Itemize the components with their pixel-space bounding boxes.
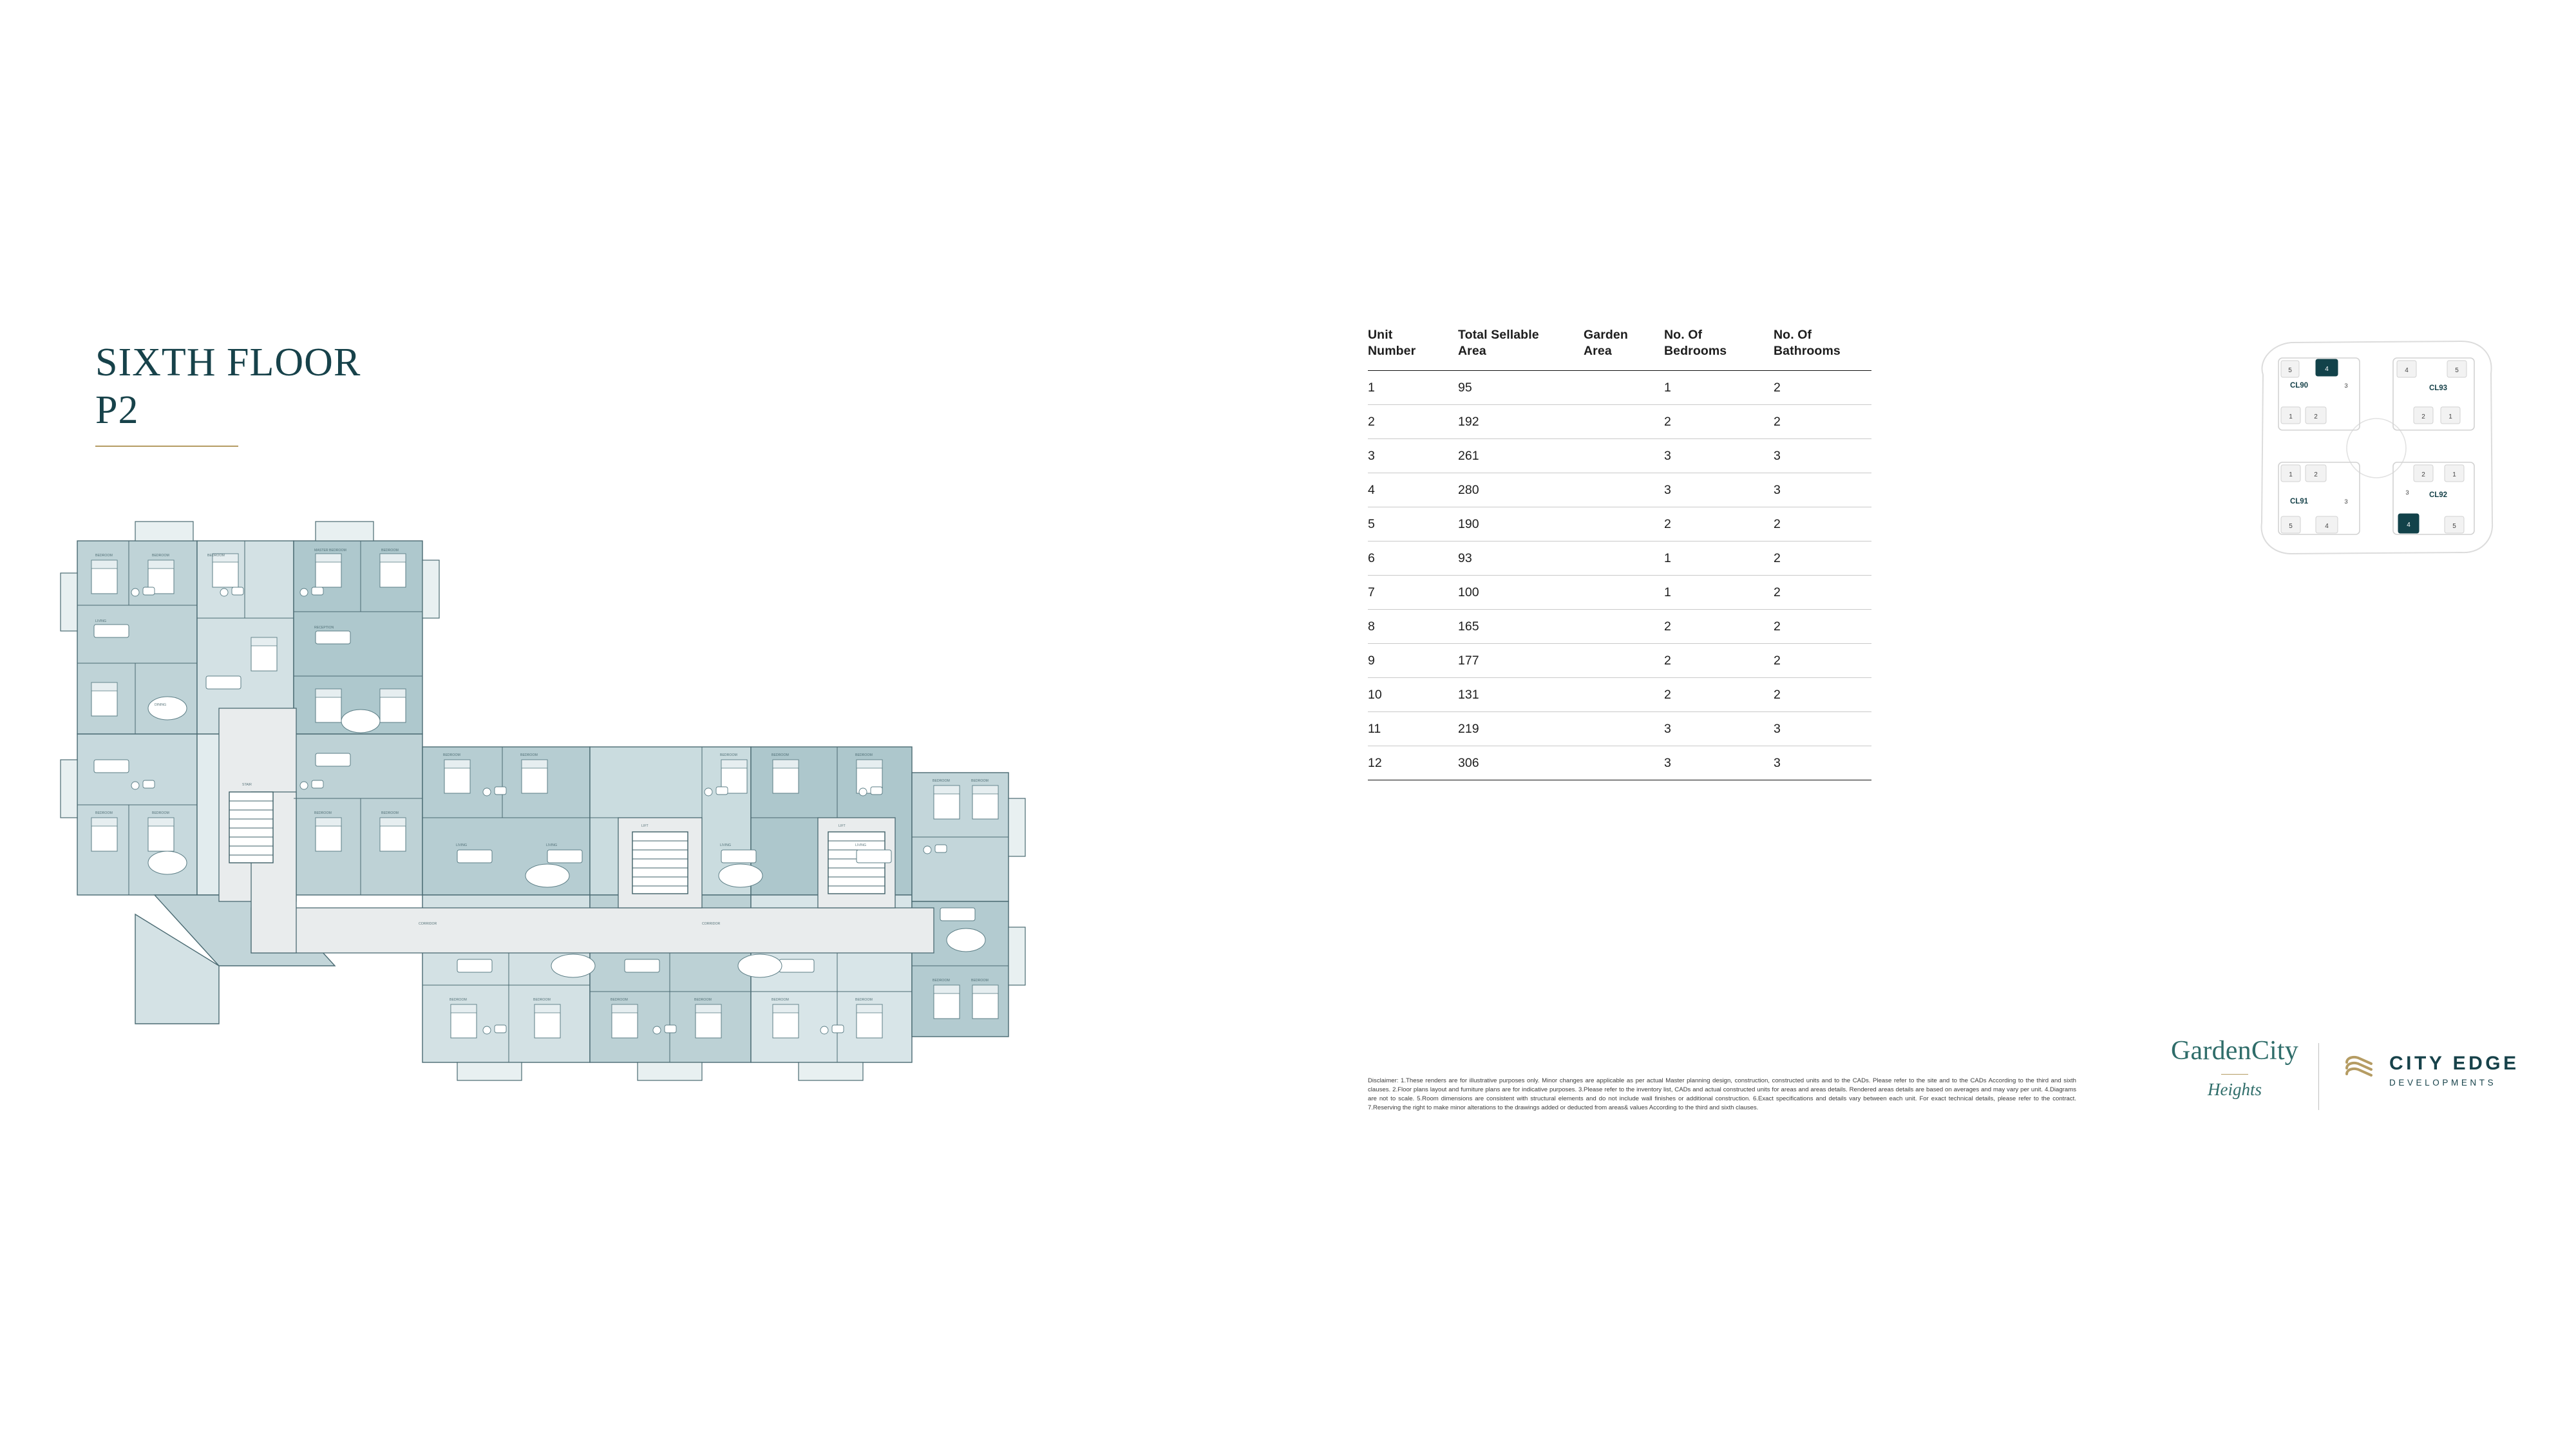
table-row (1368, 643, 1871, 677)
keyplan-unit-2: 2 (2314, 471, 2318, 478)
cell-garden-area (1584, 507, 1664, 541)
table-row (1368, 404, 1871, 438)
keyplan-unit-5: 5 (2455, 367, 2459, 374)
city-edge-logo (2342, 1050, 2519, 1090)
page-title-block (95, 340, 675, 447)
cell-unit-number: 6 (1368, 541, 1458, 575)
cell-garden-area (1584, 746, 1664, 780)
svg-text:BEDROOM: BEDROOM (381, 549, 399, 552)
svg-text:BEDROOM: BEDROOM (533, 998, 551, 1002)
cell-garden-area (1584, 643, 1664, 677)
svg-text:BEDROOM: BEDROOM (314, 811, 332, 815)
table-row (1368, 575, 1871, 609)
cell-bedrooms: 1 (1664, 370, 1774, 404)
cell-bathrooms: 2 (1774, 370, 1871, 404)
cell-garden-area (1584, 575, 1664, 609)
cell-garden-area (1584, 711, 1664, 746)
keyplan-unit-3: 3 (2405, 489, 2409, 496)
keyplan-unit-4-highlight: 4 (2325, 366, 2329, 373)
svg-text:CORRIDOR: CORRIDOR (419, 922, 437, 926)
column-header-garden-area: Garden Area (1584, 328, 1628, 359)
keyplan-unit-1: 1 (2289, 471, 2293, 478)
svg-text:CORRIDOR: CORRIDOR (702, 922, 721, 926)
svg-text:BEDROOM: BEDROOM (152, 811, 169, 815)
keyplan-unit-2: 2 (2421, 471, 2425, 478)
cell-bathrooms: 2 (1774, 609, 1871, 643)
keyplan-unit-5: 5 (2288, 367, 2292, 374)
svg-text:BEDROOM: BEDROOM (772, 753, 789, 757)
keyplan-label-cl92: CL92 (2429, 491, 2448, 499)
svg-text:RECEPTION: RECEPTION (314, 626, 334, 630)
svg-text:BEDROOM: BEDROOM (450, 998, 467, 1002)
column-header-no-of-bathrooms: No. Of Bathrooms (1774, 328, 1841, 359)
title-underline-rule (95, 446, 238, 447)
svg-text:BEDROOM: BEDROOM (95, 554, 113, 558)
column-header-total-sellable-area: Total Sellable Area (1458, 328, 1539, 359)
logo-separator (2318, 1043, 2319, 1110)
svg-text:BEDROOM: BEDROOM (933, 779, 950, 783)
cell-bathrooms: 2 (1774, 541, 1871, 575)
city-edge-wordmark: CITY EDGE (2389, 1052, 2519, 1074)
cell-total-sellable-area: 100 (1458, 575, 1584, 609)
cell-unit-number: 3 (1368, 438, 1458, 473)
cell-unit-number: 11 (1368, 711, 1458, 746)
city-edge-mark-icon (2342, 1050, 2379, 1090)
cell-total-sellable-area: 177 (1458, 643, 1584, 677)
cell-garden-area (1584, 404, 1664, 438)
cell-total-sellable-area: 261 (1458, 438, 1584, 473)
svg-text:DINING: DINING (155, 703, 167, 707)
keyplan-unit-2: 2 (2421, 413, 2425, 420)
key-plan (2254, 335, 2499, 560)
keyplan-block-cl90[interactable] (2278, 358, 2360, 430)
keyplan-unit-4: 4 (2325, 523, 2329, 530)
cell-garden-area (1584, 609, 1664, 643)
cell-total-sellable-area: 95 (1458, 370, 1584, 404)
svg-text:BEDROOM: BEDROOM (772, 998, 789, 1002)
cell-total-sellable-area: 190 (1458, 507, 1584, 541)
table-row (1368, 746, 1871, 780)
cell-unit-number: 8 (1368, 609, 1458, 643)
svg-text:BEDROOM: BEDROOM (933, 979, 950, 983)
svg-text:LIFT: LIFT (641, 824, 649, 828)
cell-bedrooms: 3 (1664, 438, 1774, 473)
svg-text:LIVING: LIVING (95, 619, 107, 623)
disclaimer-text: Disclaimer: 1.These renders are for illustrative purposes only. Minor changes are applicable as per actual Master planning design, construction, constructed units and to the CADs. Please refer to the site and to the CADs According to the third and sixth clauses. 2.Floor plans layout and furniture plans are for indicative purposes. 3.Please refer to the inventory list, CADs and actual constructed units for areas and areas details. Rendered areas details are based on averages and may vary per unit. 4.Diagrams are not to scale. 5.Room dimensions are consistent with structural elements and do not include wall finishes or additional construction. 6.Exact specifications and details vary between each unit. For exact technical details, please refer to the contract. 7.Reserving the right to make minor alterations to the drawings added or deducted from areas& values According to the third and sixth clauses. (1368, 1077, 2076, 1111)
svg-text:BEDROOM: BEDROOM (694, 998, 712, 1002)
svg-text:BEDROOM: BEDROOM (971, 979, 989, 983)
svg-text:LIVING: LIVING (855, 843, 867, 847)
page-subtitle: P2 (95, 388, 139, 432)
keyplan-unit-4-highlight: 4 (2407, 522, 2410, 529)
cell-bathrooms: 2 (1774, 677, 1871, 711)
cell-total-sellable-area: 219 (1458, 711, 1584, 746)
cell-total-sellable-area: 192 (1458, 404, 1584, 438)
table-header (1368, 327, 1871, 370)
cell-total-sellable-area: 93 (1458, 541, 1584, 575)
column-header-no-of-bedrooms: No. Of Bedrooms (1664, 328, 1727, 359)
svg-text:BEDROOM: BEDROOM (95, 811, 113, 815)
svg-text:BEDROOM: BEDROOM (611, 998, 628, 1002)
cell-unit-number: 12 (1368, 746, 1458, 780)
cell-total-sellable-area: 280 (1458, 473, 1584, 507)
unit-table (1368, 327, 1871, 780)
unit-schedule (1368, 327, 1883, 780)
cell-unit-number: 10 (1368, 677, 1458, 711)
city-edge-sub-wordmark: DEVELOPMENTS (2389, 1077, 2497, 1088)
cell-bathrooms: 3 (1774, 711, 1871, 746)
svg-text:MASTER BEDROOM: MASTER BEDROOM (314, 549, 346, 552)
cell-bathrooms: 2 (1774, 507, 1871, 541)
cell-garden-area (1584, 541, 1664, 575)
svg-text:BEDROOM: BEDROOM (152, 554, 169, 558)
table-header-row (1368, 327, 1871, 370)
cell-bathrooms: 2 (1774, 404, 1871, 438)
keyplan-block-cl92[interactable] (2393, 462, 2474, 534)
floor-plan (58, 515, 1050, 1159)
table-row (1368, 711, 1871, 746)
cell-bedrooms: 3 (1664, 473, 1774, 507)
table-row (1368, 438, 1871, 473)
cell-bedrooms: 2 (1664, 404, 1774, 438)
cell-bedrooms: 1 (1664, 575, 1774, 609)
cell-unit-number: 1 (1368, 370, 1458, 404)
cell-garden-area (1584, 370, 1664, 404)
cell-unit-number: 5 (1368, 507, 1458, 541)
cell-unit-number: 7 (1368, 575, 1458, 609)
garden-city-rule (2221, 1074, 2248, 1075)
cell-bathrooms: 2 (1774, 575, 1871, 609)
city-edge-wordmark-group (2389, 1053, 2519, 1088)
cell-total-sellable-area: 131 (1458, 677, 1584, 711)
cell-bedrooms: 2 (1664, 609, 1774, 643)
svg-text:LIVING: LIVING (546, 843, 558, 847)
cell-garden-area (1584, 677, 1664, 711)
cell-bedrooms: 2 (1664, 507, 1774, 541)
keyplan-unit-2: 2 (2314, 413, 2318, 420)
floor-plan-drawing (58, 515, 1050, 1159)
cell-garden-area (1584, 473, 1664, 507)
cell-bedrooms: 3 (1664, 711, 1774, 746)
keyplan-block-cl93[interactable] (2393, 358, 2474, 430)
svg-text:LIVING: LIVING (456, 843, 468, 847)
garden-city-wordmark: GardenCity (2171, 1036, 2298, 1066)
garden-city-logo (2138, 1035, 2331, 1100)
svg-text:STAIR: STAIR (242, 783, 252, 787)
table-row (1368, 677, 1871, 711)
svg-text:BEDROOM: BEDROOM (520, 753, 538, 757)
cell-total-sellable-area: 306 (1458, 746, 1584, 780)
cell-bedrooms: 2 (1664, 643, 1774, 677)
keyplan-unit-3: 3 (2344, 382, 2348, 390)
cell-unit-number: 4 (1368, 473, 1458, 507)
table-row (1368, 609, 1871, 643)
keyplan-unit-5: 5 (2452, 523, 2456, 530)
table-row (1368, 507, 1871, 541)
keyplan-unit-5: 5 (2289, 523, 2293, 530)
table-body (1368, 370, 1871, 780)
column-header-unit-number: Unit Number (1368, 328, 1416, 359)
svg-text:BEDROOM: BEDROOM (720, 753, 737, 757)
table-row (1368, 473, 1871, 507)
cell-bedrooms: 3 (1664, 746, 1774, 780)
svg-text:BEDROOM: BEDROOM (381, 811, 399, 815)
keyplan-label-cl93: CL93 (2429, 384, 2448, 392)
cell-bedrooms: 1 (1664, 541, 1774, 575)
cell-bathrooms: 3 (1774, 746, 1871, 780)
keyplan-block-cl91[interactable] (2278, 462, 2360, 534)
svg-text:BEDROOM: BEDROOM (207, 554, 225, 558)
cell-garden-area (1584, 438, 1664, 473)
keyplan-unit-3: 3 (2344, 498, 2348, 505)
cell-bathrooms: 3 (1774, 438, 1871, 473)
keyplan-unit-1: 1 (2448, 413, 2452, 420)
cell-bathrooms: 3 (1774, 473, 1871, 507)
keyplan-label-cl90: CL90 (2289, 382, 2309, 390)
cell-bathrooms: 2 (1774, 643, 1871, 677)
cell-unit-number: 2 (1368, 404, 1458, 438)
key-plan-diagram (2254, 335, 2499, 560)
svg-text:BEDROOM: BEDROOM (443, 753, 460, 757)
svg-text:BEDROOM: BEDROOM (855, 753, 873, 757)
svg-text:BEDROOM: BEDROOM (855, 998, 873, 1002)
svg-text:LIVING: LIVING (720, 843, 732, 847)
svg-text:BEDROOM: BEDROOM (971, 779, 989, 783)
garden-city-sub-wordmark: Heights (2208, 1080, 2262, 1099)
cell-total-sellable-area: 165 (1458, 609, 1584, 643)
keyplan-unit-4: 4 (2405, 367, 2409, 374)
svg-text:LIFT: LIFT (838, 824, 846, 828)
table-row (1368, 370, 1871, 404)
cell-unit-number: 9 (1368, 643, 1458, 677)
page-title: SIXTH FLOOR (95, 341, 361, 384)
courtyard (2347, 419, 2406, 478)
table-row (1368, 541, 1871, 575)
keyplan-unit-1: 1 (2289, 413, 2293, 420)
keyplan-unit-1: 1 (2452, 471, 2456, 478)
keyplan-label-cl91: CL91 (2289, 498, 2309, 505)
cell-bedrooms: 2 (1664, 677, 1774, 711)
